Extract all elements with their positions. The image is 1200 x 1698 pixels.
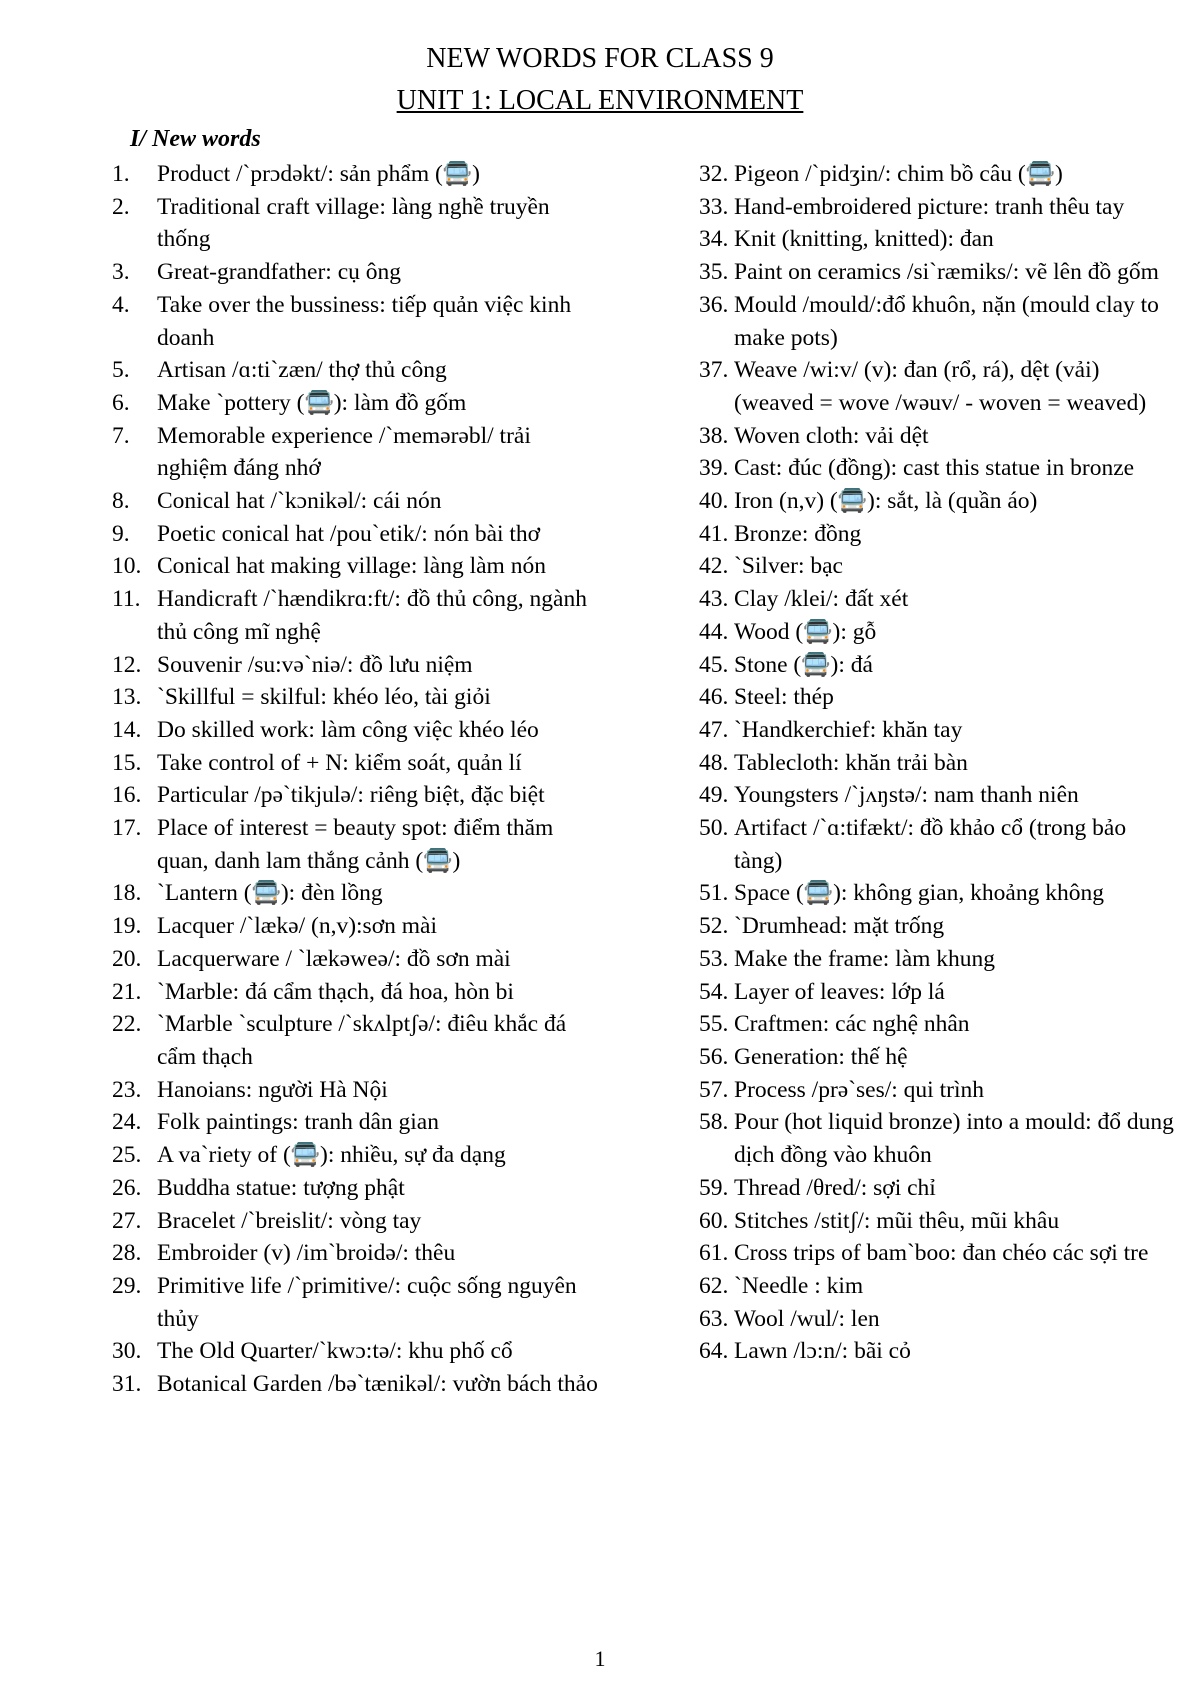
- vocab-item: [699, 1270, 1179, 1303]
- vocab-item: [699, 910, 1179, 943]
- vocab-item: [112, 681, 602, 714]
- vocab-item: [112, 1270, 602, 1335]
- vocab-item-text: Embroider (v) /im`broidə/: thêu: [157, 1240, 456, 1267]
- vocab-item-text: Handicraft /`hændikrɑ:ft/: đồ thủ công, ngành thủ công mĩ nghệ: [157, 586, 587, 645]
- vocab-item: [112, 1237, 602, 1270]
- vocab-item: [112, 910, 602, 943]
- vocab-item-number: 8.: [112, 488, 130, 515]
- vocab-item-number: 2.: [112, 193, 130, 220]
- vocab-item-text: Artifact /`ɑ:tifækt/: đồ khảo cổ (trong bảo tàng): [734, 815, 1127, 874]
- vocab-item: [699, 779, 1179, 812]
- vocab-item-text: The Old Quarter/`kwɔ:tə/: khu phố cổ: [157, 1338, 513, 1365]
- vocab-item-text: Youngsters /`jʌŋstə/: nam thanh niên: [734, 782, 1079, 809]
- vocab-item: [699, 1335, 1179, 1368]
- vocab-item: [699, 485, 1179, 518]
- vocab-item-text: `Skillful = skilful: khéo léo, tài giỏi: [157, 684, 491, 711]
- vocab-item-text: Wood (🚍): gỗ: [734, 618, 877, 645]
- vocab-item: [112, 1368, 602, 1401]
- vocab-item-number: 12.: [112, 651, 142, 678]
- vocab-item-number: 25.: [112, 1142, 142, 1169]
- vocab-item: [699, 1074, 1179, 1107]
- vocab-item: [112, 1074, 602, 1107]
- vocab-item-text: Thread /θred/: sợi chỉ: [734, 1174, 936, 1201]
- vocab-item: [699, 158, 1179, 191]
- vocab-item: [699, 354, 1179, 419]
- vocab-item: [112, 158, 602, 191]
- vocab-item-number: 50.: [699, 815, 729, 842]
- vocab-item: [112, 747, 602, 780]
- section-heading: I/ New words: [130, 126, 261, 152]
- vocab-item-text: Pour (hot liquid bronze) into a mould: đổ dung dịch đồng vào khuôn: [734, 1109, 1174, 1169]
- vocab-item: [112, 877, 602, 910]
- vocab-item-number: 43.: [699, 586, 729, 613]
- unit-title: UNIT 1: LOCAL ENVIRONMENT: [396, 85, 804, 116]
- vocab-item: [699, 518, 1179, 551]
- vocab-item: [699, 1041, 1179, 1074]
- vocab-item: [112, 1008, 602, 1073]
- vocab-item-text: `Silver: bạc: [734, 553, 843, 580]
- vocab-item-number: 49.: [699, 782, 729, 809]
- vocab-item-text: Lacquerware / `lækəweə/: đồ sơn mài: [157, 945, 511, 972]
- vocab-item-number: 1.: [112, 161, 130, 187]
- vocab-item-text: Botanical Garden /bə`tænikəl/: vườn bách thảo: [157, 1371, 598, 1398]
- vocab-item-number: 29.: [112, 1272, 142, 1299]
- vocab-item-number: 55.: [699, 1011, 729, 1038]
- vocab-item-text: Artisan /ɑ:ti`zæn/ thợ thủ công: [157, 357, 447, 384]
- vocab-item: [112, 812, 602, 877]
- vocab-item-text: Stitches /stitʃ/: mũi thêu, mũi khâu: [734, 1207, 1060, 1234]
- vocab-item-number: 61.: [699, 1240, 729, 1267]
- vocab-item: [699, 452, 1179, 485]
- vocab-item: [699, 1237, 1179, 1270]
- vocab-item-number: 32.: [699, 161, 729, 187]
- vocab-item-text: Lacquer /`lækə/ (n,v):sơn mài: [157, 913, 437, 940]
- vocab-item-number: 33.: [699, 193, 729, 220]
- vocab-item-text: Wool /wul/: len: [734, 1305, 880, 1332]
- vocab-item: [699, 1172, 1179, 1205]
- vocab-item-text: Conical hat making village: làng làm nón: [157, 553, 546, 580]
- vocab-item: [112, 583, 602, 648]
- vocab-item-text: Clay /klei/: đất xét: [734, 586, 909, 613]
- vocab-item: [699, 649, 1179, 682]
- vocab-item-number: 52.: [699, 913, 729, 940]
- vocab-item-number: 59.: [699, 1174, 729, 1201]
- vocab-item: [699, 1205, 1179, 1238]
- vocab-item-text: Hand-embroidered picture: tranh thêu tay: [734, 193, 1125, 220]
- vocab-item: [699, 943, 1179, 976]
- vocab-item-number: 38.: [699, 422, 729, 449]
- vocab-item-number: 13.: [112, 684, 142, 711]
- vocab-item-text: Paint on ceramics /si`ræmiks/: vẽ lên đồ gốm: [734, 259, 1159, 286]
- vocab-item-number: 15.: [112, 749, 142, 776]
- vocab-item-text: Take control of + N: kiểm soát, quản lí: [157, 749, 522, 776]
- vocab-item-text: `Drumhead: mặt trống: [734, 913, 945, 940]
- vocab-item-text: Take over the bussiness: tiếp quản việc kinh doanh: [157, 291, 572, 351]
- vocab-item-text: `Lantern (🚍): đèn lồng: [157, 880, 383, 907]
- vocab-item: [699, 877, 1179, 910]
- vocab-item-number: 54.: [699, 978, 729, 1005]
- vocab-item-number: 47.: [699, 716, 729, 743]
- vocab-item-number: 22.: [112, 1011, 142, 1038]
- vocab-item: [699, 616, 1179, 649]
- vocab-item: [112, 1205, 602, 1238]
- vocab-item-text: Tablecloth: khăn trải bàn: [734, 749, 968, 776]
- vocab-item: [699, 681, 1179, 714]
- vocab-item-number: 36.: [699, 291, 729, 318]
- vocab-item-number: 62.: [699, 1272, 729, 1299]
- vocab-item-number: 28.: [112, 1240, 142, 1267]
- vocab-item-text: Iron (n,v) (🚍): sắt, là (quần áo): [734, 488, 1038, 515]
- vocab-item-text: Great-grandfather: cụ ông: [157, 259, 402, 286]
- vocab-item: [112, 1335, 602, 1368]
- vocab-item-text: Space (🚍): không gian, khoảng không: [734, 880, 1104, 907]
- vocab-item-text: Process /prə`ses/: qui trình: [734, 1076, 984, 1103]
- vocab-item-number: 37.: [699, 357, 729, 384]
- vocab-item-text: Stone (🚍): đá: [734, 651, 873, 678]
- vocab-item-text: `Marble `sculpture /`skʌlptʃə/: điêu khắc đá cẩm thạch: [157, 1011, 567, 1070]
- vocab-item-text: Memorable experience /`memərəbl/ trải nghiệm đáng nhớ: [157, 422, 531, 482]
- vocab-item-number: 3.: [112, 259, 130, 286]
- vocab-item-text: A va`riety of (🚍): nhiều, sự đa dạng: [157, 1142, 506, 1169]
- vocab-item: [699, 420, 1179, 453]
- vocab-item: [699, 1106, 1179, 1171]
- vocab-item: [112, 191, 602, 256]
- vocab-item: [699, 1303, 1179, 1336]
- vocab-item-text: Product /`prɔdəkt/: sản phẩm (🚍): [157, 161, 480, 187]
- vocab-item: [112, 1106, 602, 1139]
- vocab-item: [112, 354, 602, 387]
- vocab-item-text: Cast: đúc (đồng): cast this statue in bronze: [734, 455, 1135, 482]
- vocab-item: [699, 812, 1179, 877]
- vocab-item-text: Souvenir /su:və`niə/: đồ lưu niệm: [157, 651, 473, 678]
- vocab-item-number: 44.: [699, 618, 729, 645]
- vocab-item-text: Conical hat /`kɔnikəl/: cái nón: [157, 488, 442, 515]
- vocab-item-text: Folk paintings: tranh dân gian: [157, 1109, 439, 1136]
- vocab-item-text: Do skilled work: làm công việc khéo léo: [157, 716, 539, 743]
- vocab-item-text: Mould /mould/:đổ khuôn, nặn (mould clay to make pots): [734, 291, 1159, 351]
- vocab-item-text: Particular /pə`tikjulə/: riêng biệt, đặc biệt: [157, 782, 545, 809]
- vocab-item-number: 18.: [112, 880, 142, 907]
- vocab-item-number: 20.: [112, 945, 142, 972]
- vocab-item-text: Place of interest = beauty spot: điểm thăm quan, danh lam thắng cảnh (🚍): [157, 815, 554, 874]
- vocab-item-text: Make `pottery (🚍): làm đồ gốm: [157, 389, 467, 416]
- vocab-item-number: 9.: [112, 520, 130, 547]
- vocab-item-text: Weave /wi:v/ (v): đan (rổ, rá), dệt (vải) (weaved = wove /wəuv/ - woven = weaved): [734, 357, 1147, 416]
- vocab-item-number: 45.: [699, 651, 729, 678]
- vocab-item: [112, 714, 602, 747]
- vocab-item-text: Bracelet /`breislit/: vòng tay: [157, 1207, 422, 1234]
- vocab-item: [699, 256, 1179, 289]
- vocab-item-text: Knit (knitting, knitted): đan: [734, 226, 994, 253]
- vocab-item-text: Buddha statue: tượng phật: [157, 1174, 405, 1201]
- vocab-item-number: 58.: [699, 1109, 729, 1136]
- vocab-item: [112, 1172, 602, 1205]
- vocab-item-number: 41.: [699, 520, 729, 547]
- vocab-item-number: 7.: [112, 422, 130, 449]
- vocab-item-number: 23.: [112, 1076, 142, 1103]
- vocab-item-number: 57.: [699, 1076, 729, 1103]
- vocab-item-number: 16.: [112, 782, 142, 809]
- vocab-item-text: Layer of leaves: lớp lá: [734, 978, 945, 1005]
- vocab-item: [112, 289, 602, 354]
- vocab-item: [699, 976, 1179, 1009]
- vocab-item-text: Primitive life /`primitive/: cuộc sống nguyên thủy: [157, 1272, 577, 1332]
- vocab-item-number: 51.: [699, 880, 729, 907]
- vocab-item: [112, 420, 602, 485]
- vocab-item-text: Bronze: đồng: [734, 520, 862, 547]
- vocab-item-number: 42.: [699, 553, 729, 580]
- vocab-item-number: 5.: [112, 357, 130, 384]
- vocab-list-right: [699, 158, 1179, 1368]
- vocab-item-number: 6.: [112, 389, 130, 416]
- vocab-item-number: 39.: [699, 455, 729, 482]
- vocab-item-number: 17.: [112, 815, 142, 842]
- vocab-item-text: `Marble: đá cẩm thạch, đá hoa, hòn bi: [157, 978, 514, 1005]
- vocab-item-number: 30.: [112, 1338, 142, 1365]
- vocab-item: [699, 583, 1179, 616]
- vocab-item-number: 19.: [112, 913, 142, 940]
- vocab-item-text: Pigeon /`pidʒin/: chim bồ câu (🚍): [734, 161, 1063, 187]
- vocab-item: [112, 518, 602, 551]
- vocab-item-number: 4.: [112, 291, 130, 318]
- vocab-item-number: 14.: [112, 716, 142, 743]
- vocab-item-number: 60.: [699, 1207, 729, 1234]
- vocab-item: [699, 550, 1179, 583]
- vocab-item-number: 48.: [699, 749, 729, 776]
- vocab-item: [699, 289, 1179, 354]
- vocab-item-number: 21.: [112, 978, 142, 1005]
- vocab-item-text: `Handkerchief: khăn tay: [734, 716, 963, 743]
- vocab-item: [112, 387, 602, 420]
- vocab-item: [112, 1139, 602, 1172]
- vocab-item-text: Generation: thế hệ: [734, 1043, 908, 1070]
- vocab-item-text: Make the frame: làm khung: [734, 945, 996, 972]
- vocab-item-text: Woven cloth: vải dệt: [734, 422, 929, 449]
- vocab-item: [699, 747, 1179, 780]
- vocab-item: [699, 191, 1179, 224]
- vocab-item-text: Craftmen: các nghệ nhân: [734, 1011, 970, 1038]
- vocab-item: [112, 976, 602, 1009]
- vocab-item-number: 11.: [112, 586, 141, 613]
- vocab-item-text: `Needle : kim: [734, 1272, 864, 1299]
- vocab-item-number: 10.: [112, 553, 142, 580]
- vocab-item-number: 27.: [112, 1207, 142, 1234]
- vocab-item-number: 40.: [699, 488, 729, 515]
- vocab-item-text: Cross trips of bam`boo: đan chéo các sợi tre: [734, 1240, 1149, 1267]
- vocab-item: [699, 714, 1179, 747]
- vocab-item-text: Poetic conical hat /pou`etik/: nón bài thơ: [157, 520, 541, 547]
- vocab-list-left: [112, 158, 602, 1401]
- vocab-item: [699, 223, 1179, 256]
- page-number: 1: [594, 1646, 606, 1671]
- vocab-item: [112, 943, 602, 976]
- vocab-item-number: 46.: [699, 684, 729, 711]
- vocab-item: [112, 485, 602, 518]
- vocab-item-text: Steel: thép: [734, 684, 834, 711]
- vocab-item: [112, 256, 602, 289]
- vocab-item-number: 64.: [699, 1338, 729, 1365]
- vocab-item: [112, 550, 602, 583]
- vocab-item-number: 35.: [699, 259, 729, 286]
- vocab-item: [112, 649, 602, 682]
- vocab-item-number: 53.: [699, 945, 729, 972]
- vocab-item-number: 34.: [699, 226, 729, 253]
- document-title: NEW WORDS FOR CLASS 9: [426, 43, 774, 74]
- vocab-item-text: Lawn /lɔ:n/: bãi cỏ: [734, 1338, 911, 1365]
- vocab-item-number: 31.: [112, 1371, 142, 1398]
- vocab-item: [112, 779, 602, 812]
- vocab-item-number: 24.: [112, 1109, 142, 1136]
- vocab-item-number: 26.: [112, 1174, 142, 1201]
- vocab-item: [699, 1008, 1179, 1041]
- vocab-item-text: Hanoians: người Hà Nội: [157, 1076, 388, 1103]
- vocab-item-number: 63.: [699, 1305, 729, 1332]
- vocab-item-text: Traditional craft village: làng nghề truyền thống: [157, 193, 550, 253]
- vocab-item-number: 56.: [699, 1043, 729, 1070]
